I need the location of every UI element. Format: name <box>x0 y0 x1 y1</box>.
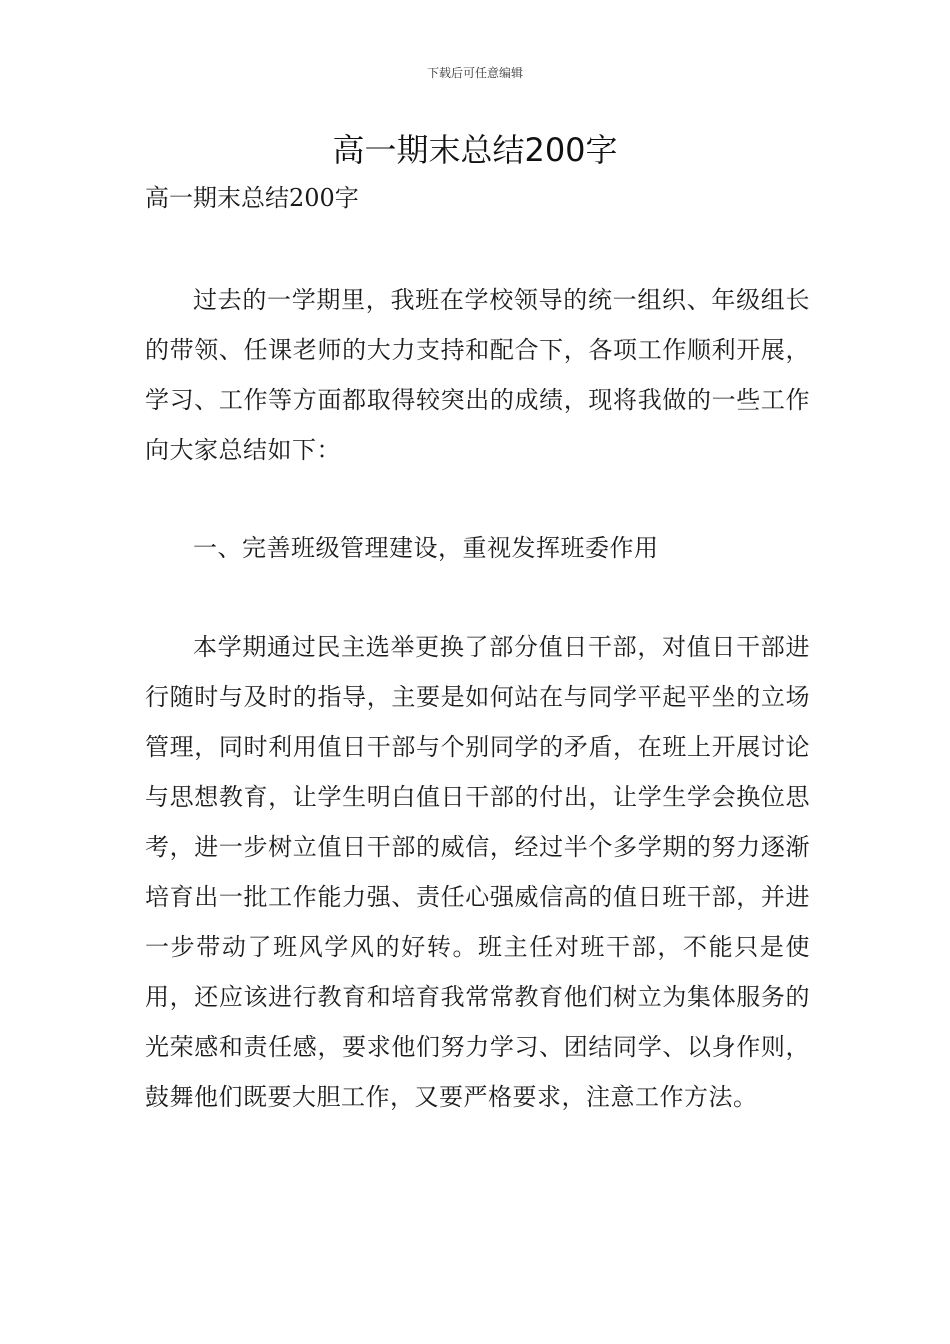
paragraph-intro: 过去的一学期里，我班在学校领导的统一组织、年级组长的带领、任课老师的大力支持和配合下，各项工作顺利开展，学习、工作等方面都取得较突出的成绩，现将我做的一些工作向大家总结如下： <box>145 286 810 464</box>
document-title: 高一期末总结200字 <box>332 131 618 169</box>
section-heading-1: 一、完善班级管理建设，重视发挥班委作用 <box>193 534 659 562</box>
header-note: 下载后可任意编辑 <box>426 66 523 80</box>
paragraph-section-1-body: 本学期通过民主选举更换了部分值日干部，对值日干部进行随时与及时的指导，主要是如何站在与同学平起平坐的立场管理，同时利用值日干部与个别同学的矛盾，在班上开展讨论与思想教育，让学生明白值日干部的付出，让学生学会换位思考，进一步树立值日干部的威信，经过半个多学期的努力逐渐培育出一批工作能力强、责任心强威信高的值日班干部，并进一步带动了班风学风的好转。班主任对班干部，不能只是使用，还应该进行教育和培育我常常教育他们树立为集体服务的光荣感和责任感，要求他们努力学习、团结同学、以身作则，鼓舞他们既要大胆工作，又要严格要求，注意工作方法。 <box>145 633 810 1111</box>
document-subtitle: 高一期末总结200字 <box>145 184 359 212</box>
